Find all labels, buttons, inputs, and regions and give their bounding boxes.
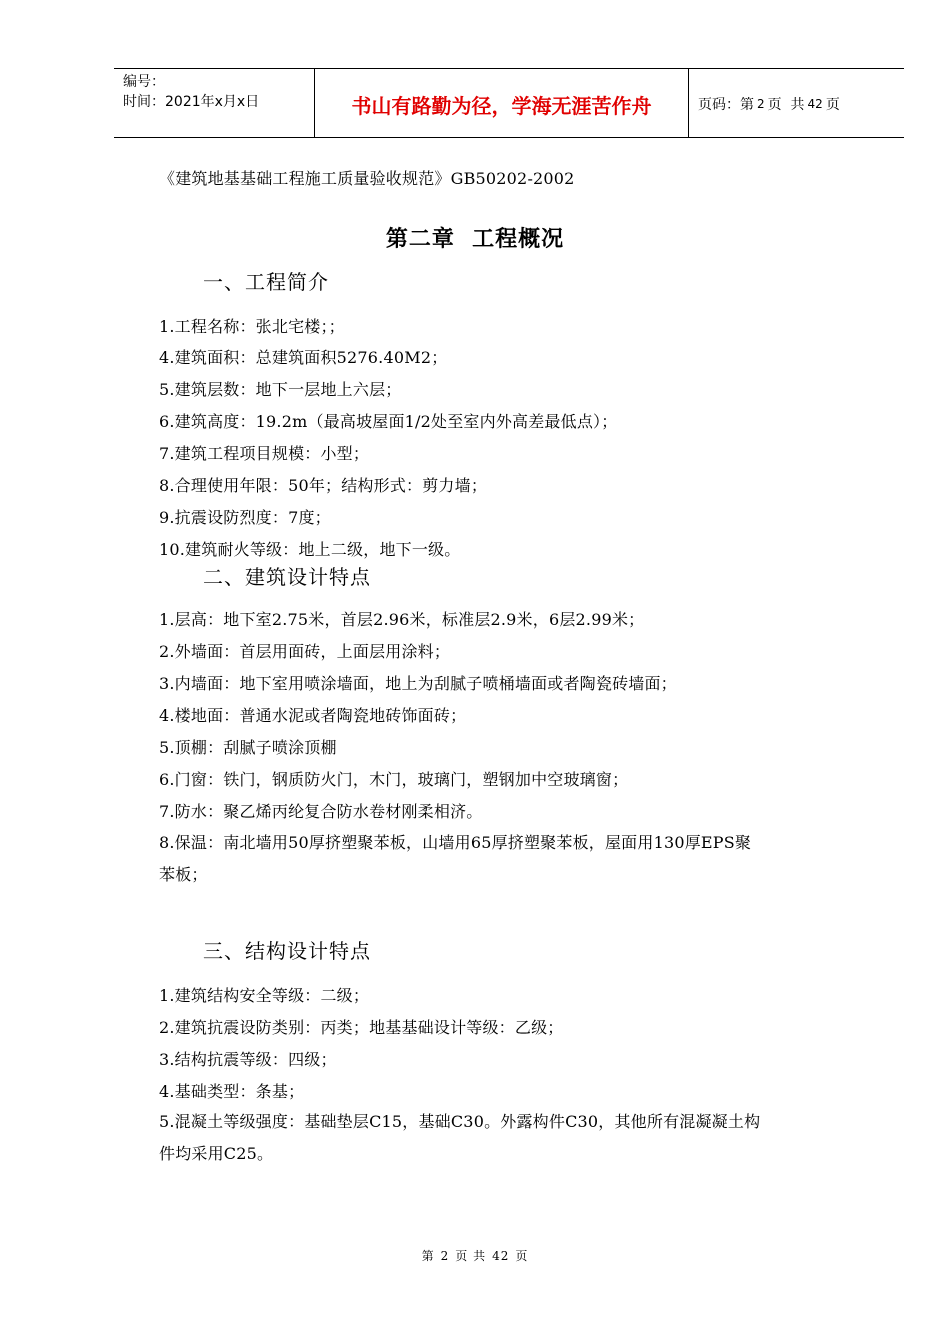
list-item: 2.外墙面：首层用面砖，上面层用涂料； xyxy=(159,642,451,661)
header-page-prefix: 页码：第 xyxy=(698,97,754,113)
list-item: 6.建筑高度：19.2m（最高坡屋面1/2处至室内外高差最低点）； xyxy=(159,412,618,431)
footer-suffix: 页 xyxy=(515,1249,529,1263)
list-item: 3.内墙面：地下室用喷涂墙面，地上为刮腻子喷桶墙面或者陶瓷砖墙面； xyxy=(159,674,677,693)
section-title-3: 三、结构设计特点 xyxy=(203,939,371,963)
header-time-label: 时间：2021年x月x日 xyxy=(123,94,260,110)
header-number-label: 编号： xyxy=(123,74,165,90)
reference-standard: 《建筑地基基础工程施工质量验收规范》GB50202-2002 xyxy=(159,169,575,188)
footer-current: 2 xyxy=(440,1249,450,1263)
footer-total: 42 xyxy=(492,1249,510,1263)
header-page-suffix: 页 xyxy=(825,97,840,113)
page-header xyxy=(114,68,904,138)
header-page-total: 42 xyxy=(807,97,823,111)
list-item: 4.建筑面积：总建筑面积5276.40M2； xyxy=(159,348,448,367)
list-item: 9.抗震设防烈度：7度； xyxy=(159,508,331,527)
list-item: 6.门窗：铁门，钢质防火门，木门，玻璃门，塑钢加中空玻璃窗； xyxy=(159,770,629,789)
chapter-title: 第二章 工程概况 xyxy=(385,227,565,252)
header-meta xyxy=(114,69,315,137)
list-item: 1.层高：地下室2.75米，首层2.96米，标准层2.9米，6层2.99米； xyxy=(159,610,645,629)
list-item: 2.建筑抗震设防类别：丙类；地基基础设计等级：乙级； xyxy=(159,1018,564,1037)
list-item: 5.顶棚：刮腻子喷涂顶棚 xyxy=(159,738,337,757)
list-item: 5.混凝土等级强度：基础垫层C15，基础C30。外露构件C30，其他所有混凝凝土构 xyxy=(159,1112,761,1131)
footer-prefix: 第 xyxy=(421,1249,435,1263)
list-item: 7.防水：聚乙烯丙纶复合防水卷材刚柔相济。 xyxy=(159,802,483,821)
header-page-indicator xyxy=(689,69,904,137)
list-item: 1.建筑结构安全等级：二级； xyxy=(159,986,370,1005)
list-item-continuation: 件均采用C25。 xyxy=(159,1144,274,1163)
list-item: 3.结构抗震等级：四级； xyxy=(159,1050,337,1069)
header-page-mid: 页 共 xyxy=(767,97,805,113)
list-item: 10.建筑耐火等级：地上二级，地下一级。 xyxy=(159,540,461,559)
header-motto: 书山有路勤为径，学海无涯苦作舟 xyxy=(315,69,689,137)
list-item: 4.基础类型：条基； xyxy=(159,1082,305,1101)
list-item: 5.建筑层数：地下一层地上六层； xyxy=(159,380,402,399)
section-title-2: 二、建筑设计特点 xyxy=(203,565,371,589)
page-footer xyxy=(0,1247,950,1264)
list-item: 8.合理使用年限：50年；结构形式：剪力墙； xyxy=(159,476,488,495)
list-item: 1.工程名称：张北宅楼；； xyxy=(159,317,345,336)
list-item: 4.楼地面：普通水泥或者陶瓷地砖饰面砖； xyxy=(159,706,467,725)
section-title-1: 一、工程简介 xyxy=(203,270,329,294)
footer-mid: 页 共 xyxy=(455,1249,487,1263)
list-item: 7.建筑工程项目规模：小型； xyxy=(159,444,370,463)
list-item-continuation: 苯板； xyxy=(159,865,208,884)
header-page-current: 2 xyxy=(757,97,765,111)
list-item: 8.保温：南北墙用50厚挤塑聚苯板，山墙用65厚挤塑聚苯板，屋面用130厚EPS聚 xyxy=(159,833,752,852)
